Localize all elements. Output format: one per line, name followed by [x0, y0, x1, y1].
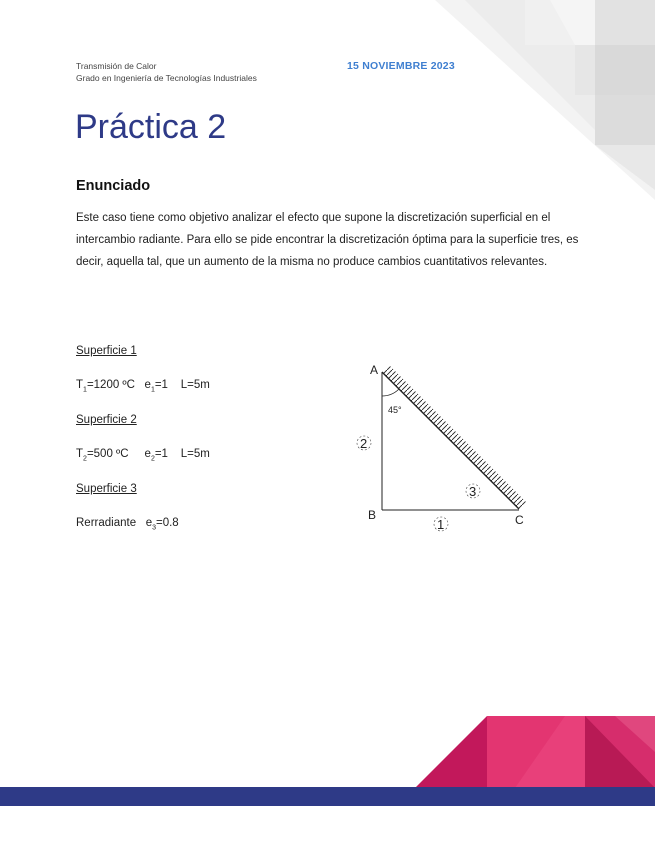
side-1-label: 1: [437, 517, 445, 532]
surface-3-type: Rerradiante: [76, 517, 137, 529]
decorative-shapes-bottom: [415, 712, 655, 788]
surface-2-temp-value: =500 ºC: [86, 448, 129, 460]
side-2-label: 2: [360, 436, 368, 451]
surface-2-emis-sub: 2: [150, 455, 155, 463]
statement-text: Este caso tiene como objetivo analizar el efecto que supone la discretización superficial en el intercambio radiante. Para ello se pide encontrar la discretización óptima para la superficie tres, es decir, aquella tal, que un aumento de la misma no produce cambios cuantitativos relevantes.: [76, 212, 579, 268]
header-course-info: [76, 60, 257, 84]
surface-3-values: [76, 517, 179, 531]
surface-3-emis-label: e: [145, 517, 153, 529]
bottom-bar: [0, 787, 655, 806]
surface-2-values: [76, 448, 210, 462]
hypotenuse-hatching: [382, 365, 526, 509]
header-date: 15 NOVIEMBRE 2023: [347, 60, 455, 72]
vertex-c-label: C: [515, 513, 524, 527]
surface-3-emis-sub: 3: [152, 524, 156, 532]
surface-2-emis-value: =1: [154, 448, 168, 460]
surface-1-length: L=5m: [180, 379, 210, 391]
degree-name: Grado en Ingeniería de Tecnologías Industriales: [76, 73, 257, 83]
surface-1-emis-label: e: [144, 379, 151, 391]
statement-heading: Enunciado: [76, 178, 151, 194]
side-3-label: 3: [469, 484, 477, 499]
angle-label: 45°: [388, 405, 402, 415]
surface-2-heading: Superficie 2: [76, 414, 137, 426]
vertex-b-label: B: [368, 508, 377, 522]
surface-3-heading: Superficie 3: [76, 483, 137, 495]
surface-1-temp-sub: 1: [83, 386, 87, 394]
vertex-a-label: A: [370, 363, 379, 377]
surface-2-emis-label: e: [144, 448, 151, 460]
surface-2-temp-sub: 2: [83, 455, 87, 463]
side-3-line: [382, 372, 519, 509]
decorative-shapes-top: [435, 0, 655, 200]
angle-arc: [382, 389, 399, 396]
surface-1-temp-value: =1200 ºC: [86, 379, 135, 391]
course-name: Transmisión de Calor: [76, 61, 157, 71]
page-title: Práctica 2: [75, 108, 227, 146]
surface-1-emis-sub: 1: [150, 386, 155, 394]
surface-3-emis-value: =0.8: [156, 517, 179, 529]
surface-1-temp-label: T: [76, 379, 84, 391]
surface-2-length: L=5m: [180, 448, 210, 460]
surface-1-emis-value: =1: [154, 379, 168, 391]
triangle-diagram: [352, 360, 542, 540]
surface-2-temp-label: T: [76, 448, 84, 460]
surface-1-heading: Superficie 1: [76, 345, 137, 357]
surface-1-values: [76, 379, 210, 393]
